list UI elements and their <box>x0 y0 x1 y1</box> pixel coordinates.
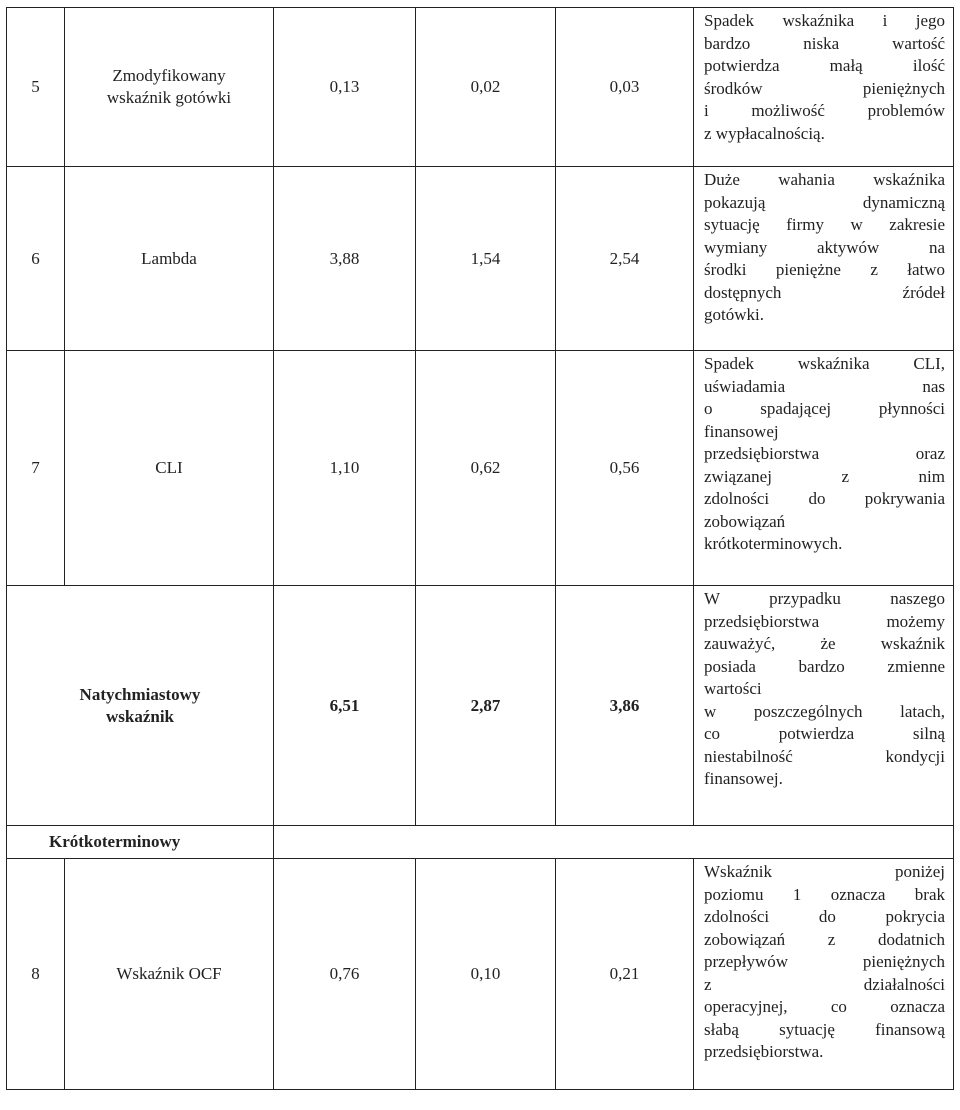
summary-value-year-1: 6,51 <box>274 586 416 826</box>
ratio-description: Duże wahania wskaźnika pokazują dynamiczną sytuację firmy w zakresie wymiany aktywów na środki pieniężne z łatwo dostępnych źródeł gotówki. <box>694 167 954 351</box>
summary-value-year-3: 3,86 <box>556 586 694 826</box>
ratio-description: Wskaźnik poniżej poziomu 1 oznacza brak zdolności do pokrycia zobowiązań z dodatnich przepływów pieniężnych z działalności operacyjnej, co oznacza słabą sytuację finansową przedsiębiorstwa. <box>694 859 954 1090</box>
value-year-2: 1,54 <box>416 167 556 351</box>
summary-description: W przypadku naszego przedsiębiorstwa możemy zauważyć, że wskaźnik posiada bardzo zmienne wartości w poszczególnych latach, co potwierdza silną niestabilność kondycji finansowej. <box>694 586 954 826</box>
summary-row <box>7 586 954 826</box>
row-number: 8 <box>7 859 65 1090</box>
table-row <box>7 351 954 586</box>
ratio-name: Zmodyfikowany wskaźnik gotówki <box>65 8 274 167</box>
table-row <box>7 8 954 167</box>
table-row <box>7 167 954 351</box>
section-empty <box>274 826 954 859</box>
ratio-table <box>6 7 954 1090</box>
value-year-1: 0,76 <box>274 859 416 1090</box>
value-year-2: 0,02 <box>416 8 556 167</box>
row-number: 7 <box>7 351 65 586</box>
section-row <box>7 826 954 859</box>
value-year-1: 1,10 <box>274 351 416 586</box>
ratio-name: Lambda <box>65 167 274 351</box>
value-year-1: 3,88 <box>274 167 416 351</box>
summary-name: Natychmiastowy wskaźnik <box>7 586 274 826</box>
summary-value-year-2: 2,87 <box>416 586 556 826</box>
value-year-3: 0,56 <box>556 351 694 586</box>
value-year-3: 0,21 <box>556 859 694 1090</box>
ratio-name: CLI <box>65 351 274 586</box>
ratio-name: Wskaźnik OCF <box>65 859 274 1090</box>
ratio-description: Spadek wskaźnika i jego bardzo niska wartość potwierdza małą ilość środków pieniężnych i możliwość problemów z wypłacalnością. <box>694 8 954 167</box>
value-year-3: 2,54 <box>556 167 694 351</box>
row-number: 5 <box>7 8 65 167</box>
value-year-2: 0,10 <box>416 859 556 1090</box>
section-label: Krótkoterminowy <box>7 826 274 859</box>
ratio-description: Spadek wskaźnika CLI, uświadamia nas o spadającej płynności finansowej przedsiębiorstwa oraz związanej z nim zdolności do pokrywania zobowiązań krótkoterminowych. <box>694 351 954 586</box>
value-year-2: 0,62 <box>416 351 556 586</box>
row-number: 6 <box>7 167 65 351</box>
value-year-3: 0,03 <box>556 8 694 167</box>
table-row <box>7 859 954 1090</box>
value-year-1: 0,13 <box>274 8 416 167</box>
